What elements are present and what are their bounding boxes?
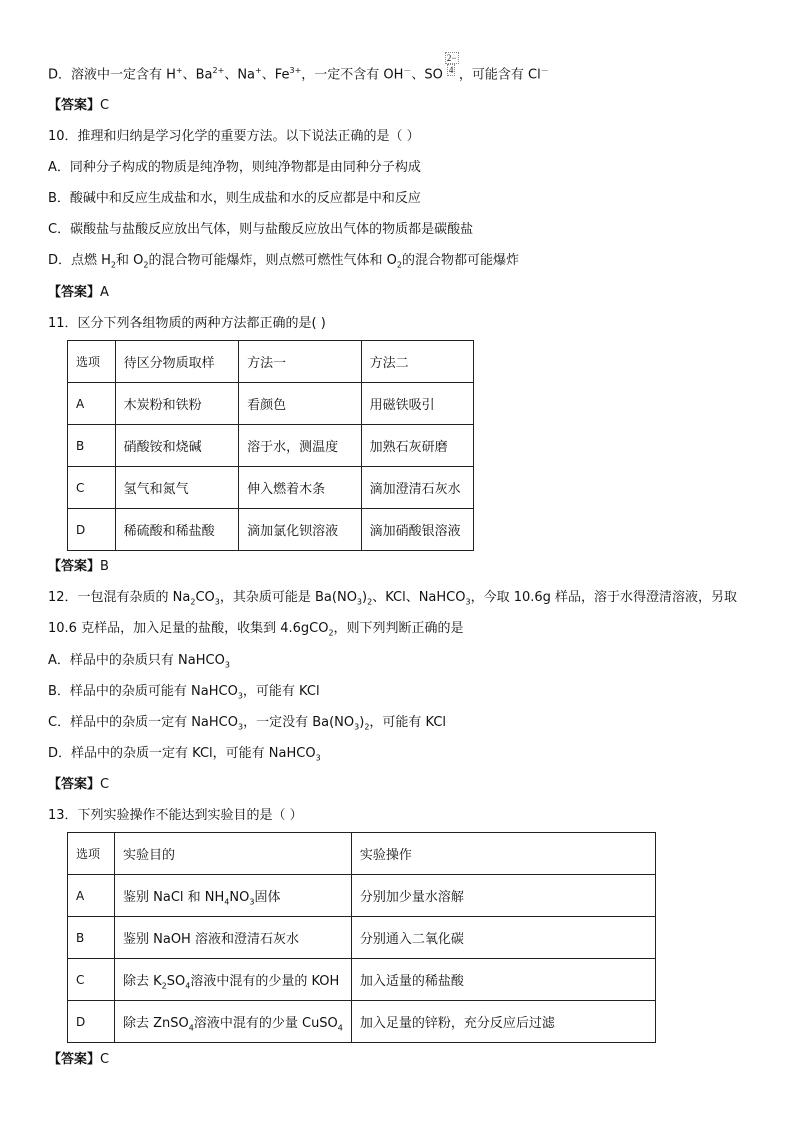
table-cell: 木炭粉和铁粉 — [115, 383, 239, 425]
q13-table — [67, 832, 656, 1043]
subscript: 3 — [249, 897, 255, 907]
table-cell: 滴加硝酸银溶液 — [361, 509, 473, 551]
table-cell — [115, 959, 352, 1001]
text: 、SO — [411, 67, 443, 83]
text: ，可能有 KCl — [369, 715, 447, 730]
text: SO — [166, 974, 186, 989]
q10-option-a: A．同种分子构成的物质是纯净物，则纯净物都是由同种分子构成 — [48, 160, 421, 175]
text: 溶液中混有的少量 CuSO — [193, 1016, 338, 1031]
text: 和 O — [116, 253, 144, 268]
charge: － — [540, 66, 549, 76]
q11-answer — [48, 558, 109, 576]
subscript: 3 — [224, 660, 230, 670]
text: NO — [229, 890, 250, 905]
table-cell: A — [68, 875, 115, 917]
subscript: 2 — [367, 597, 373, 607]
subscript: 3 — [238, 722, 244, 732]
text: ，一定不含有 OH — [301, 67, 404, 83]
answer-label: 【答案】 — [48, 1052, 101, 1067]
table-cell: 加熟石灰研磨 — [361, 425, 473, 467]
table-cell: C — [68, 959, 115, 1001]
table-row — [68, 875, 656, 917]
table-row — [68, 917, 656, 959]
subscript: 3 — [237, 691, 243, 701]
table-cell: B — [68, 425, 116, 467]
answer-label: 【答案】 — [48, 559, 101, 574]
text: 鉴别 NaCl 和 NH — [123, 890, 225, 905]
q11-stem: 11．区分下列各组物质的两种方法都正确的是( ) — [48, 316, 326, 331]
subscript: 3 — [315, 753, 321, 763]
q12-option-a — [48, 652, 230, 670]
table-cell — [115, 917, 352, 959]
charge: 3+ — [289, 66, 302, 76]
q12-answer — [48, 776, 109, 794]
text: ，可能有 KCl — [242, 684, 320, 699]
answer-label: 【答案】 — [48, 285, 101, 300]
text: 除去 K — [123, 974, 162, 989]
text: A．样品中的杂质只有 NaHCO — [48, 653, 225, 668]
q11-table — [67, 340, 474, 551]
subscript: 4 — [185, 981, 191, 991]
table-cell: 分别通入二氧化碳 — [351, 917, 655, 959]
subscript: 4 — [337, 1023, 343, 1033]
table-header-row — [68, 341, 474, 383]
subscript: 4 — [224, 897, 230, 907]
text: ，其杂质可能是 Ba(NO — [219, 590, 357, 605]
table-cell: A — [68, 383, 116, 425]
q9-answer — [48, 97, 109, 115]
table-header: 选项 — [68, 341, 116, 383]
table-header: 方法一 — [239, 341, 362, 383]
table-cell — [115, 875, 352, 917]
answer-value: C — [100, 1052, 110, 1067]
table-row — [68, 467, 474, 509]
table-cell: 稀硫酸和稀盐酸 — [115, 509, 239, 551]
table-row — [68, 509, 474, 551]
text: ，可能含有 Cl — [458, 67, 541, 83]
table-cell: 硝酸铵和烧碱 — [115, 425, 239, 467]
text: 除去 ZnSO — [123, 1016, 189, 1031]
charge: 2+ — [212, 66, 225, 76]
table-cell: 氢气和氮气 — [115, 467, 239, 509]
q12-option-d — [48, 745, 321, 763]
table-header-row — [68, 833, 656, 875]
text: 、Na — [224, 67, 256, 83]
subscript: 2 — [143, 260, 149, 270]
table-header: 选项 — [68, 833, 115, 875]
text: ，今取 10.6g 样品，溶于水得澄清溶液，另取 — [470, 590, 738, 605]
subscript: 2 — [364, 722, 370, 732]
text: 的混合物可能爆炸，则点燃可燃性气体和 O — [148, 253, 397, 268]
table-cell: 滴加澄清石灰水 — [361, 467, 473, 509]
table-cell: 分别加少量水溶解 — [351, 875, 655, 917]
subscript: 2 — [190, 597, 196, 607]
table-header: 待区分物质取样 — [115, 341, 239, 383]
table-header: 实验目的 — [115, 833, 352, 875]
text: 鉴别 NaOH 溶液和澄清石灰水 — [123, 932, 299, 947]
text: ) — [362, 590, 368, 605]
text: D．点燃 H — [48, 253, 111, 268]
subscript: 2 — [328, 628, 334, 638]
q10-option-b: B．酸碱中和反应生成盐和水，则生成盐和水的反应都是中和反应 — [48, 191, 421, 206]
table-cell: 加入适量的稀盐酸 — [351, 959, 655, 1001]
q13-answer — [48, 1051, 109, 1069]
subscript: 3 — [214, 597, 220, 607]
text: D．溶液中一定含有 H — [48, 67, 176, 83]
sulfate-charge: 2− — [446, 53, 457, 63]
table-cell — [115, 1001, 352, 1043]
text: C．样品中的杂质一定有 NaHCO — [48, 715, 238, 730]
table-cell: 加入足量的锌粉，充分反应后过滤 — [351, 1001, 655, 1043]
q9-option-d — [48, 53, 549, 85]
answer-value: C — [100, 98, 110, 113]
table-cell: 滴加氯化钡溶液 — [239, 509, 362, 551]
table-header: 方法二 — [361, 341, 473, 383]
subscript: 3 — [356, 597, 363, 607]
charge: + — [175, 66, 183, 76]
q10-option-d — [48, 252, 519, 270]
table-row — [68, 425, 474, 467]
table-cell: C — [68, 467, 116, 509]
q12-stem-line1 — [48, 589, 737, 607]
subscript: 2 — [396, 260, 402, 270]
q12-option-c — [48, 714, 446, 732]
answer-value: A — [100, 285, 109, 300]
answer-label: 【答案】 — [48, 98, 101, 113]
subscript: 3 — [354, 722, 360, 732]
sulfate-subscript: 4 — [448, 65, 454, 75]
table-cell: 溶于水，测温度 — [239, 425, 362, 467]
text: ，一定没有 Ba(NO — [243, 715, 355, 730]
q12-option-b — [48, 683, 320, 701]
text: ，则下列判断正确的是 — [333, 621, 464, 636]
text: 10.6 克样品，加入足量的盐酸，收集到 4.6gCO — [48, 621, 329, 636]
q13-stem: 13．下列实验操作不能达到实验目的是（ ） — [48, 808, 303, 823]
table-row — [68, 959, 656, 1001]
charge: － — [403, 66, 412, 76]
subscript: 3 — [465, 597, 471, 607]
text: B．样品中的杂质可能有 NaHCO — [48, 684, 238, 699]
table-header: 实验操作 — [351, 833, 655, 875]
text: 、KCl、NaHCO — [372, 590, 466, 605]
text: 、Fe — [261, 67, 290, 83]
subscript: 4 — [188, 1023, 194, 1033]
answer-label: 【答案】 — [48, 777, 101, 792]
q10-answer — [48, 284, 109, 302]
sulfate-formula-box — [443, 53, 459, 84]
q12-stem-line2 — [48, 620, 464, 638]
answer-value: C — [100, 777, 110, 792]
text: 12．一包混有杂质的 Na — [48, 590, 191, 605]
table-cell: D — [68, 1001, 115, 1043]
table-cell: 看颜色 — [239, 383, 362, 425]
text: 、Ba — [182, 67, 213, 83]
text: 溶液中混有的少量的 KOH — [190, 974, 340, 989]
table-cell: B — [68, 917, 115, 959]
q10-option-c: C．碳酸盐与盐酸反应放出气体，则与盐酸反应放出气体的物质都是碳酸盐 — [48, 222, 474, 237]
text: 的混合物都可能爆炸 — [401, 253, 519, 268]
text: 固体 — [254, 890, 281, 905]
text: ) — [359, 715, 365, 730]
charge: + — [255, 66, 262, 76]
subscript: 2 — [161, 981, 167, 991]
text: CO — [195, 590, 215, 605]
subscript: 2 — [110, 260, 117, 270]
table-cell: 伸入燃着木条 — [239, 467, 362, 509]
table-cell: D — [68, 509, 116, 551]
answer-value: B — [100, 559, 109, 574]
table-row — [68, 383, 474, 425]
text: D．样品中的杂质一定有 KCl，可能有 NaHCO — [48, 746, 316, 761]
q10-stem: 10．推理和归纳是学习化学的重要方法。以下说法正确的是（ ） — [48, 129, 420, 144]
table-cell: 用磁铁吸引 — [361, 383, 473, 425]
table-row — [68, 1001, 656, 1043]
